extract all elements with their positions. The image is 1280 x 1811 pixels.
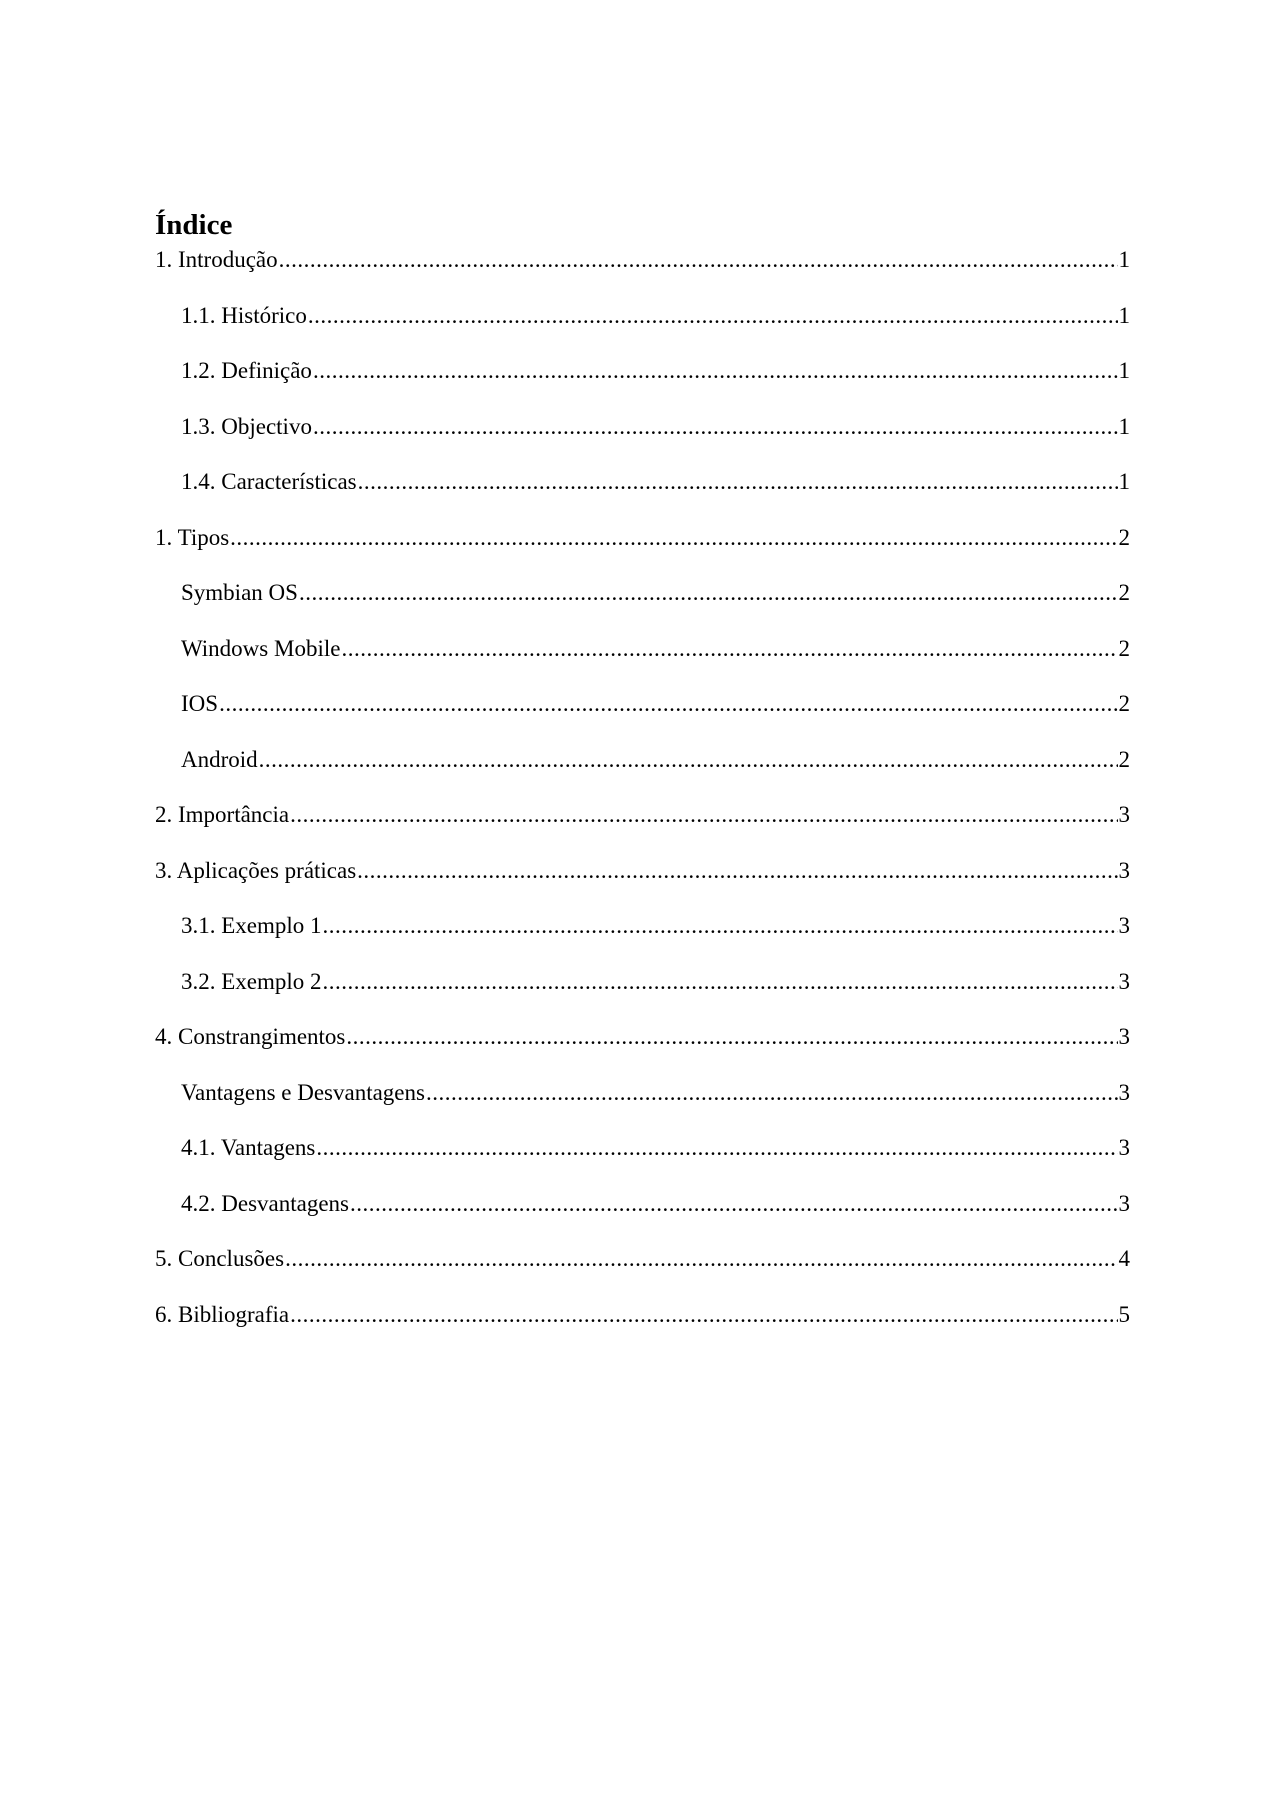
toc-entry[interactable] (155, 856, 1130, 912)
toc-entry[interactable] (155, 523, 1130, 579)
toc-entry[interactable] (155, 1244, 1130, 1300)
toc-dot-leader (358, 467, 1118, 497)
toc-dot-leader (350, 1189, 1118, 1219)
toc-dot-leader (426, 1078, 1118, 1108)
table-of-contents (155, 205, 1130, 1355)
toc-dot-leader (341, 634, 1117, 664)
toc-entry-label: 4. Constrangimentos (155, 1024, 346, 1049)
toc-entry[interactable] (155, 467, 1130, 523)
toc-entry[interactable] (155, 1078, 1130, 1134)
toc-entry-page-number: 1 (1118, 358, 1130, 383)
toc-entry[interactable] (155, 745, 1130, 801)
toc-entry-label: 6. Bibliografia (155, 1301, 290, 1327)
toc-entry-label: Windows Mobile (181, 635, 341, 661)
toc-entry-page-number: 3 (1118, 968, 1130, 994)
toc-entry-label: 1. Tipos (155, 524, 230, 550)
toc-entry[interactable] (155, 634, 1130, 690)
toc-entry-label: IOS (181, 691, 219, 716)
toc-entry-page-number: 2 (1118, 580, 1130, 605)
toc-entry-page-number: 2 (1118, 635, 1130, 661)
toc-entry-label: Vantagens e Desvantagens (181, 1079, 425, 1105)
toc-dot-leader (323, 967, 1118, 997)
toc-entry-label: 2. Importância (155, 802, 290, 827)
toc-entry-page-number: 2 (1118, 524, 1130, 550)
toc-entry-page-number: 3 (1118, 1135, 1130, 1160)
toc-entry-label: Symbian OS (181, 580, 298, 605)
toc-entry-label: 1. Introdução (155, 247, 278, 272)
toc-entry-page-number: 3 (1118, 1190, 1130, 1216)
toc-dot-leader (313, 412, 1118, 442)
toc-entry-label: 4.2. Desvantagens (181, 1190, 349, 1216)
toc-entry-page-number: 2 (1118, 746, 1130, 772)
toc-entry-page-number: 1 (1118, 469, 1130, 494)
toc-entry-label: 1.4. Características (181, 469, 357, 494)
toc-dot-leader (279, 245, 1118, 275)
toc-dot-leader (299, 578, 1118, 608)
toc-list (155, 245, 1130, 1355)
toc-entry-page-number: 3 (1118, 1079, 1130, 1105)
toc-entry[interactable] (155, 412, 1130, 468)
toc-entry-page-number: 1 (1118, 247, 1130, 272)
toc-entry-label: 5. Conclusões (155, 1246, 285, 1271)
toc-dot-leader (357, 856, 1117, 886)
toc-dot-leader (285, 1244, 1117, 1274)
toc-entry-label: 3. Aplicações práticas (155, 857, 357, 883)
toc-dot-leader (290, 1300, 1117, 1330)
toc-entry[interactable] (155, 356, 1130, 412)
toc-entry-page-number: 3 (1118, 1024, 1130, 1049)
toc-entry[interactable] (155, 911, 1130, 967)
toc-entry[interactable] (155, 800, 1130, 856)
toc-dot-leader (230, 523, 1117, 553)
toc-entry-label: 1.1. Histórico (181, 302, 307, 328)
toc-entry-label: 1.3. Objectivo (181, 413, 312, 439)
toc-entry-page-number: 1 (1118, 302, 1130, 328)
toc-entry-page-number: 3 (1118, 857, 1130, 883)
toc-entry-page-number: 2 (1118, 691, 1130, 716)
toc-dot-leader (308, 301, 1118, 331)
toc-entry-label: 1.2. Definição (181, 358, 312, 383)
toc-entry[interactable] (155, 1022, 1130, 1078)
toc-dot-leader (346, 1022, 1117, 1052)
toc-entry-label: 3.2. Exemplo 2 (181, 968, 322, 994)
toc-dot-leader (313, 356, 1118, 386)
toc-entry-page-number: 3 (1118, 913, 1130, 938)
toc-entry-label: 3.1. Exemplo 1 (181, 913, 322, 938)
toc-entry-label: 4.1. Vantagens (181, 1135, 316, 1160)
toc-entry-page-number: 4 (1118, 1246, 1130, 1271)
toc-entry-page-number: 1 (1118, 413, 1130, 439)
toc-dot-leader (290, 800, 1117, 830)
toc-entry-label: Android (181, 746, 258, 772)
toc-title: Índice (155, 209, 233, 241)
toc-dot-leader (323, 911, 1118, 941)
toc-entry[interactable] (155, 1189, 1130, 1245)
toc-dot-leader (316, 1133, 1117, 1163)
toc-entry-page-number: 3 (1118, 802, 1130, 827)
toc-entry[interactable] (155, 301, 1130, 357)
toc-dot-leader (219, 689, 1117, 719)
toc-entry[interactable] (155, 1300, 1130, 1356)
toc-entry[interactable] (155, 689, 1130, 745)
toc-entry[interactable] (155, 245, 1130, 301)
toc-entry-page-number: 5 (1118, 1301, 1130, 1327)
toc-entry[interactable] (155, 1133, 1130, 1189)
toc-dot-leader (259, 745, 1118, 775)
toc-entry[interactable] (155, 578, 1130, 634)
toc-entry[interactable] (155, 967, 1130, 1023)
